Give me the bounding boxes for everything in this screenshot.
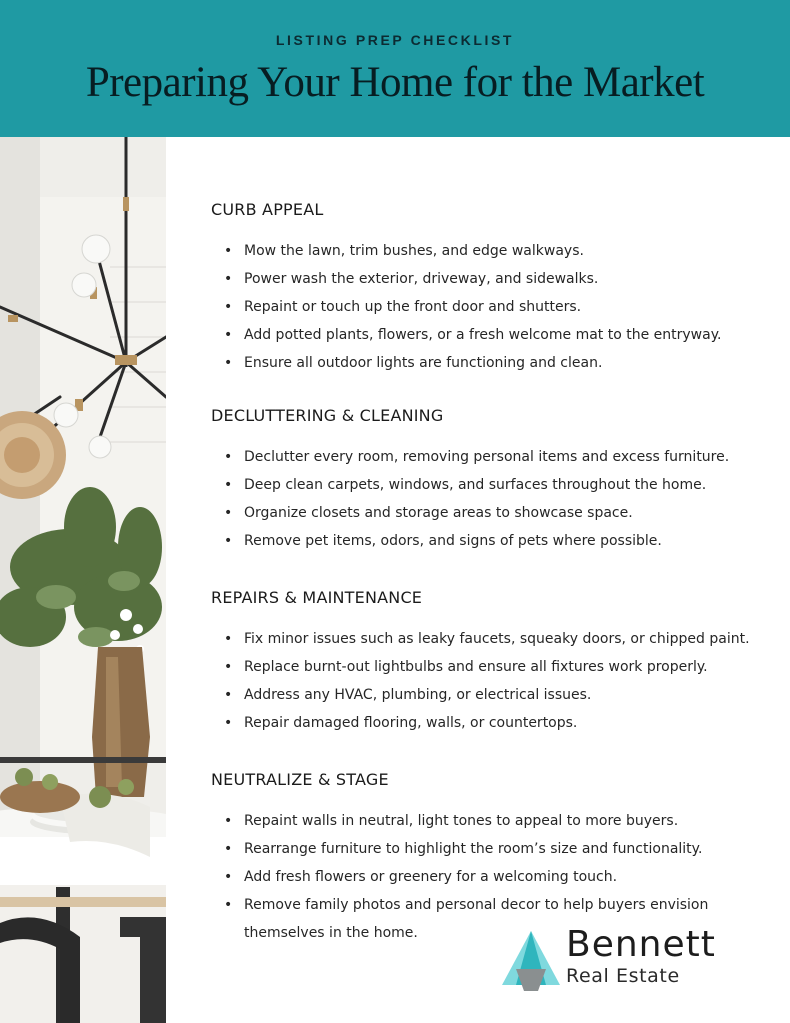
logo-subtitle: Real Estate xyxy=(566,965,680,987)
list-item: • Ensure all outdoor lights are functioning and clean. xyxy=(211,349,781,377)
section-curb-appeal xyxy=(211,199,781,377)
list-item: • Repaint walls in neutral, light tones to appeal to more buyers. xyxy=(211,807,781,835)
list-item: • Organize closets and storage areas to showcase space. xyxy=(211,499,781,527)
list-item: • Remove family photos and personal decor to help buyers envision themselves in the home. xyxy=(211,891,731,947)
header-banner xyxy=(0,0,790,137)
section-title: CURB APPEAL xyxy=(211,200,324,219)
list-item: • Add potted plants, flowers, or a fresh welcome mat to the entryway. xyxy=(211,321,781,349)
section-title: REPAIRS & MAINTENANCE xyxy=(211,588,423,607)
list-item: • Repair damaged flooring, walls, or countertops. xyxy=(211,709,781,737)
logo-mark-icon xyxy=(500,929,562,995)
bullet-list xyxy=(211,625,781,737)
interior-photo xyxy=(0,137,166,1023)
company-logo xyxy=(500,925,730,995)
list-item: • Fix minor issues such as leaky faucets, squeaky doors, or chipped paint. xyxy=(211,625,781,653)
page-title: Preparing Your Home for the Market xyxy=(85,59,705,106)
list-item: • Replace burnt-out lightbulbs and ensure all fixtures work properly. xyxy=(211,653,781,681)
bullet-list xyxy=(211,443,781,555)
list-item: • Deep clean carpets, windows, and surfaces throughout the home. xyxy=(211,471,781,499)
list-item: • Remove pet items, odors, and signs of pets where possible. xyxy=(211,527,781,555)
list-item: • Repaint or touch up the front door and shutters. xyxy=(211,293,781,321)
section-repairs-maintenance xyxy=(211,587,781,737)
list-item: • Address any HVAC, plumbing, or electrical issues. xyxy=(211,681,781,709)
section-title: DECLUTTERING & CLEANING xyxy=(211,406,444,425)
list-item: • Rearrange furniture to highlight the room’s size and functionality. xyxy=(211,835,781,863)
logo-name: Bennett xyxy=(566,924,716,965)
list-item: • Declutter every room, removing personal items and excess furniture. xyxy=(211,443,781,471)
section-neutralize-stage xyxy=(211,769,781,947)
header-label: LISTING PREP CHECKLIST xyxy=(275,32,515,48)
list-item: • Mow the lawn, trim bushes, and edge walkways. xyxy=(211,237,781,265)
bullet-list xyxy=(211,237,781,377)
list-item: • Add fresh flowers or greenery for a welcoming touch. xyxy=(211,863,781,891)
section-decluttering-cleaning xyxy=(211,405,781,555)
section-title: NEUTRALIZE & STAGE xyxy=(211,770,389,789)
list-item: • Power wash the exterior, driveway, and sidewalks. xyxy=(211,265,781,293)
